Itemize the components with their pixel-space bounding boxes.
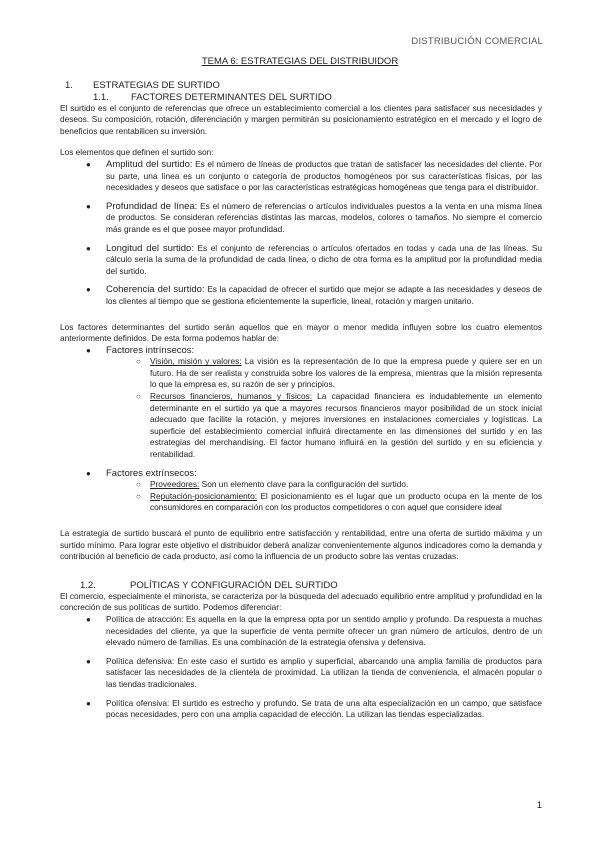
elements-intro: Los elementos que definen el surtido son: [60,147,214,158]
subsection-title: POLÍTICAS Y CONFIGURACIÓN DEL SURTIDO [130,579,338,591]
list-item: ● Política defensiva: En este caso el surtido es amplio y superficial, abarcando una amplia familia de productos para satisfacer las necesidades de la clientela de proximidad. La utilizan la tienda de conveniencia, el almacén popular o las tiendas tradicionales. [86,655,542,689]
closing-paragraph: La estrategia de surtido buscará el punto de equilibrio entre satisfacción y rentabilidad, entre una oferta de surtido máxima y un surtido mínimo. Para lograr este objetivo el distribuidor deberá analizar convenientemente algunos indicadores como la demanda y contribución al beneficio de cada producto, así como la influencia de un producto sobre las ventas cruzadas. [60,528,542,562]
extrinsic-list [106,479,542,514]
subsection-heading [60,580,542,591]
circle-bullet-icon: ○ [136,392,141,402]
document-body [60,80,542,728]
list-item: ● Política ofensiva: El surtido es estrecho y profundo. Se trata de una alta especialización en un campo, que satisface pocas necesidades, pero con una amplia capacidad de elección. La utilizan las tiendas especializadas. [86,697,542,720]
list-item: ○ Visión, misión y valores: La visión es la representación de lo que la empresa puede y quiere ser en un futuro. Ha de ser realista y construida sobre los valores de la empresa, mientras que la misión representa lo que la empresa es, su razón de ser y principios. [136,356,542,390]
page-number: 1 [536,800,542,811]
bullet-icon: ● [86,345,91,355]
subsection-title: FACTORES DETERMINANTES DEL SURTIDO [131,91,332,103]
list-item: ● Política de atracción: Es aquella en la que la empresa opta por un sentido amplio y profundo. Da respuesta a muchas necesidades del cliente, ya que la superficie de venta permite ofrecer un gran número de artículos, dentro de un elevado número de familias. Es una combinación de la estrategia ofensiva y defensiva. [86,613,542,648]
bullet-icon: ● [86,468,91,478]
circle-bullet-icon: ○ [136,480,141,490]
factors-list [60,345,542,514]
elements-list [60,159,542,308]
list-item: ● Amplitud del surtido: Es el número de líneas de productos que tratan de satisfacer las necesidades del cliente. Por su parte, una línea es un conjunto o categoría de productos homogéneos por sus características físicas, por las necesidades y deseos que satisface o por las características estratégicas homogéneas que tenga para el distribuidor. [86,158,542,193]
list-item: ● Coherencia del surtido: Es la capacidad de ofrecer el surtido que mejor se adapte a las necesidades y deseos de los clientes al tiempo que se gestiona eficientemente la superficie, lineal, rotación y margen unitario. [86,284,542,306]
bullet-icon: ● [86,614,91,624]
subsection-number: 1.2. [80,579,96,591]
intro-paragraph: El surtido es el conjunto de referencias que ofrece un establecimiento comercial a los clientes para satisfacer sus necesidades y deseos. Su composición, rotación, diferenciación y margen permitirán su posicionamiento estratégico en el mercado y el logro de beneficios que rentabilicen su inversión. [60,102,542,136]
circle-bullet-icon: ○ [136,357,141,367]
bullet-icon: ● [86,285,91,295]
list-item: ● Factores extrínsecos: ○ Proveedores: Son un elemento clave para la configuración del surtido. ○ Reputación-posicionamiento: El posicionamiento es el lugar que un producto ocupa en la mente de los consumidores en comparación con los productos competidores o con aquel que considere ideal [86,467,542,513]
list-item: ○ Reputación-posicionamiento: El posicionamiento es el lugar que un producto ocupa en la mente de los consumidores en comparación con los productos competidores o con aquel que considere ideal [136,490,542,513]
policies-list [60,614,542,721]
bullet-icon: ● [86,698,91,708]
intrinsic-list [106,356,542,460]
subsection-number: 1.1. [93,91,109,103]
document-title: TEMA 6: ESTRATEGIAS DEL DISTRIBUIDOR [201,56,399,67]
list-item: ● Factores intrínsecos: ○ Visión, misión y valores: La visión es la representación de lo que la empresa puede y quiere ser en un futuro. Ha de ser realista y construida sobre los valores de la empresa, mientras que la misión representa lo que la empresa es, su razón de ser y principios. ○ Recursos financieros, humanos y físicos: La capacidad financiera es indudablemente un elemento determinante en el surtido ya que a mayores recursos financieros mayor posibilidad de un stock inicial adecuado que facilite la rotación, y mejores inversiones en instalaciones comerciales y logísticas. La superficie del establecimiento comercial influirá directamente en las dimensiones del surtido y en las estrategias del merchandising. El factor humano influirá en la gestión del surtido y en su eficiencia y rentabilidad. [86,344,542,460]
list-item: ● Profundidad de línea: Es el número de referencias o artículos individuales puestos a la venta en una misma línea de productos. Se consideran referencias distintas las marcas, modelos, colores o tamaños. No siempre el comercio más grande es el que posee mayor profundidad. [86,200,542,234]
bullet-icon: ● [86,159,91,169]
bullet-icon: ● [86,243,91,253]
bullet-icon: ● [86,201,91,211]
factors-intro: Los factores determinantes del surtido serán aquellos que en mayor o menor medida influyen sobre los cuatro elementos anteriormente definidos. De esta forma podemos hablar de: [60,321,542,344]
section-title: ESTRATEGIAS DE SURTIDO [93,80,220,91]
section-heading [60,80,542,92]
subsection-heading [60,92,542,103]
list-item: ○ Proveedores: Son un elemento clave para la configuración del surtido. [136,479,409,490]
bullet-icon: ● [86,656,91,666]
list-item: ○ Recursos financieros, humanos y físicos: La capacidad financiera es indudablemente un elemento determinante en el surtido ya que a mayores recursos financieros mayor posibilidad de un stock inicial adecuado que facilite la rotación, y mejores inversiones en instalaciones comerciales y logísticas. La superficie del establecimiento comercial influirá directamente en las dimensiones del surtido y en las estrategias del merchandising. El factor humano influirá en la gestión del surtido y en su eficiencia y rentabilidad. [136,391,542,460]
circle-bullet-icon: ○ [136,491,141,501]
section-number: 1. [65,80,73,91]
policies-intro: El comercio, especialmente el minorista, se caracteriza por la búsqueda del adecuado equilibrio entre amplitud y profundidad en la concreción de sus políticas de surtido. Podemos diferenciar: [60,590,542,613]
running-header: DISTRIBUCIÓN COMERCIAL [411,36,543,47]
list-item: ● Longitud del surtido: Es el conjunto de referencias o artículos ofertados en todas y cada una de las líneas. Su cálculo sería la suma de la profundidad de cada línea, o dicho de otra forma es la amplitud por la profundidad media del surtido. [86,242,543,276]
